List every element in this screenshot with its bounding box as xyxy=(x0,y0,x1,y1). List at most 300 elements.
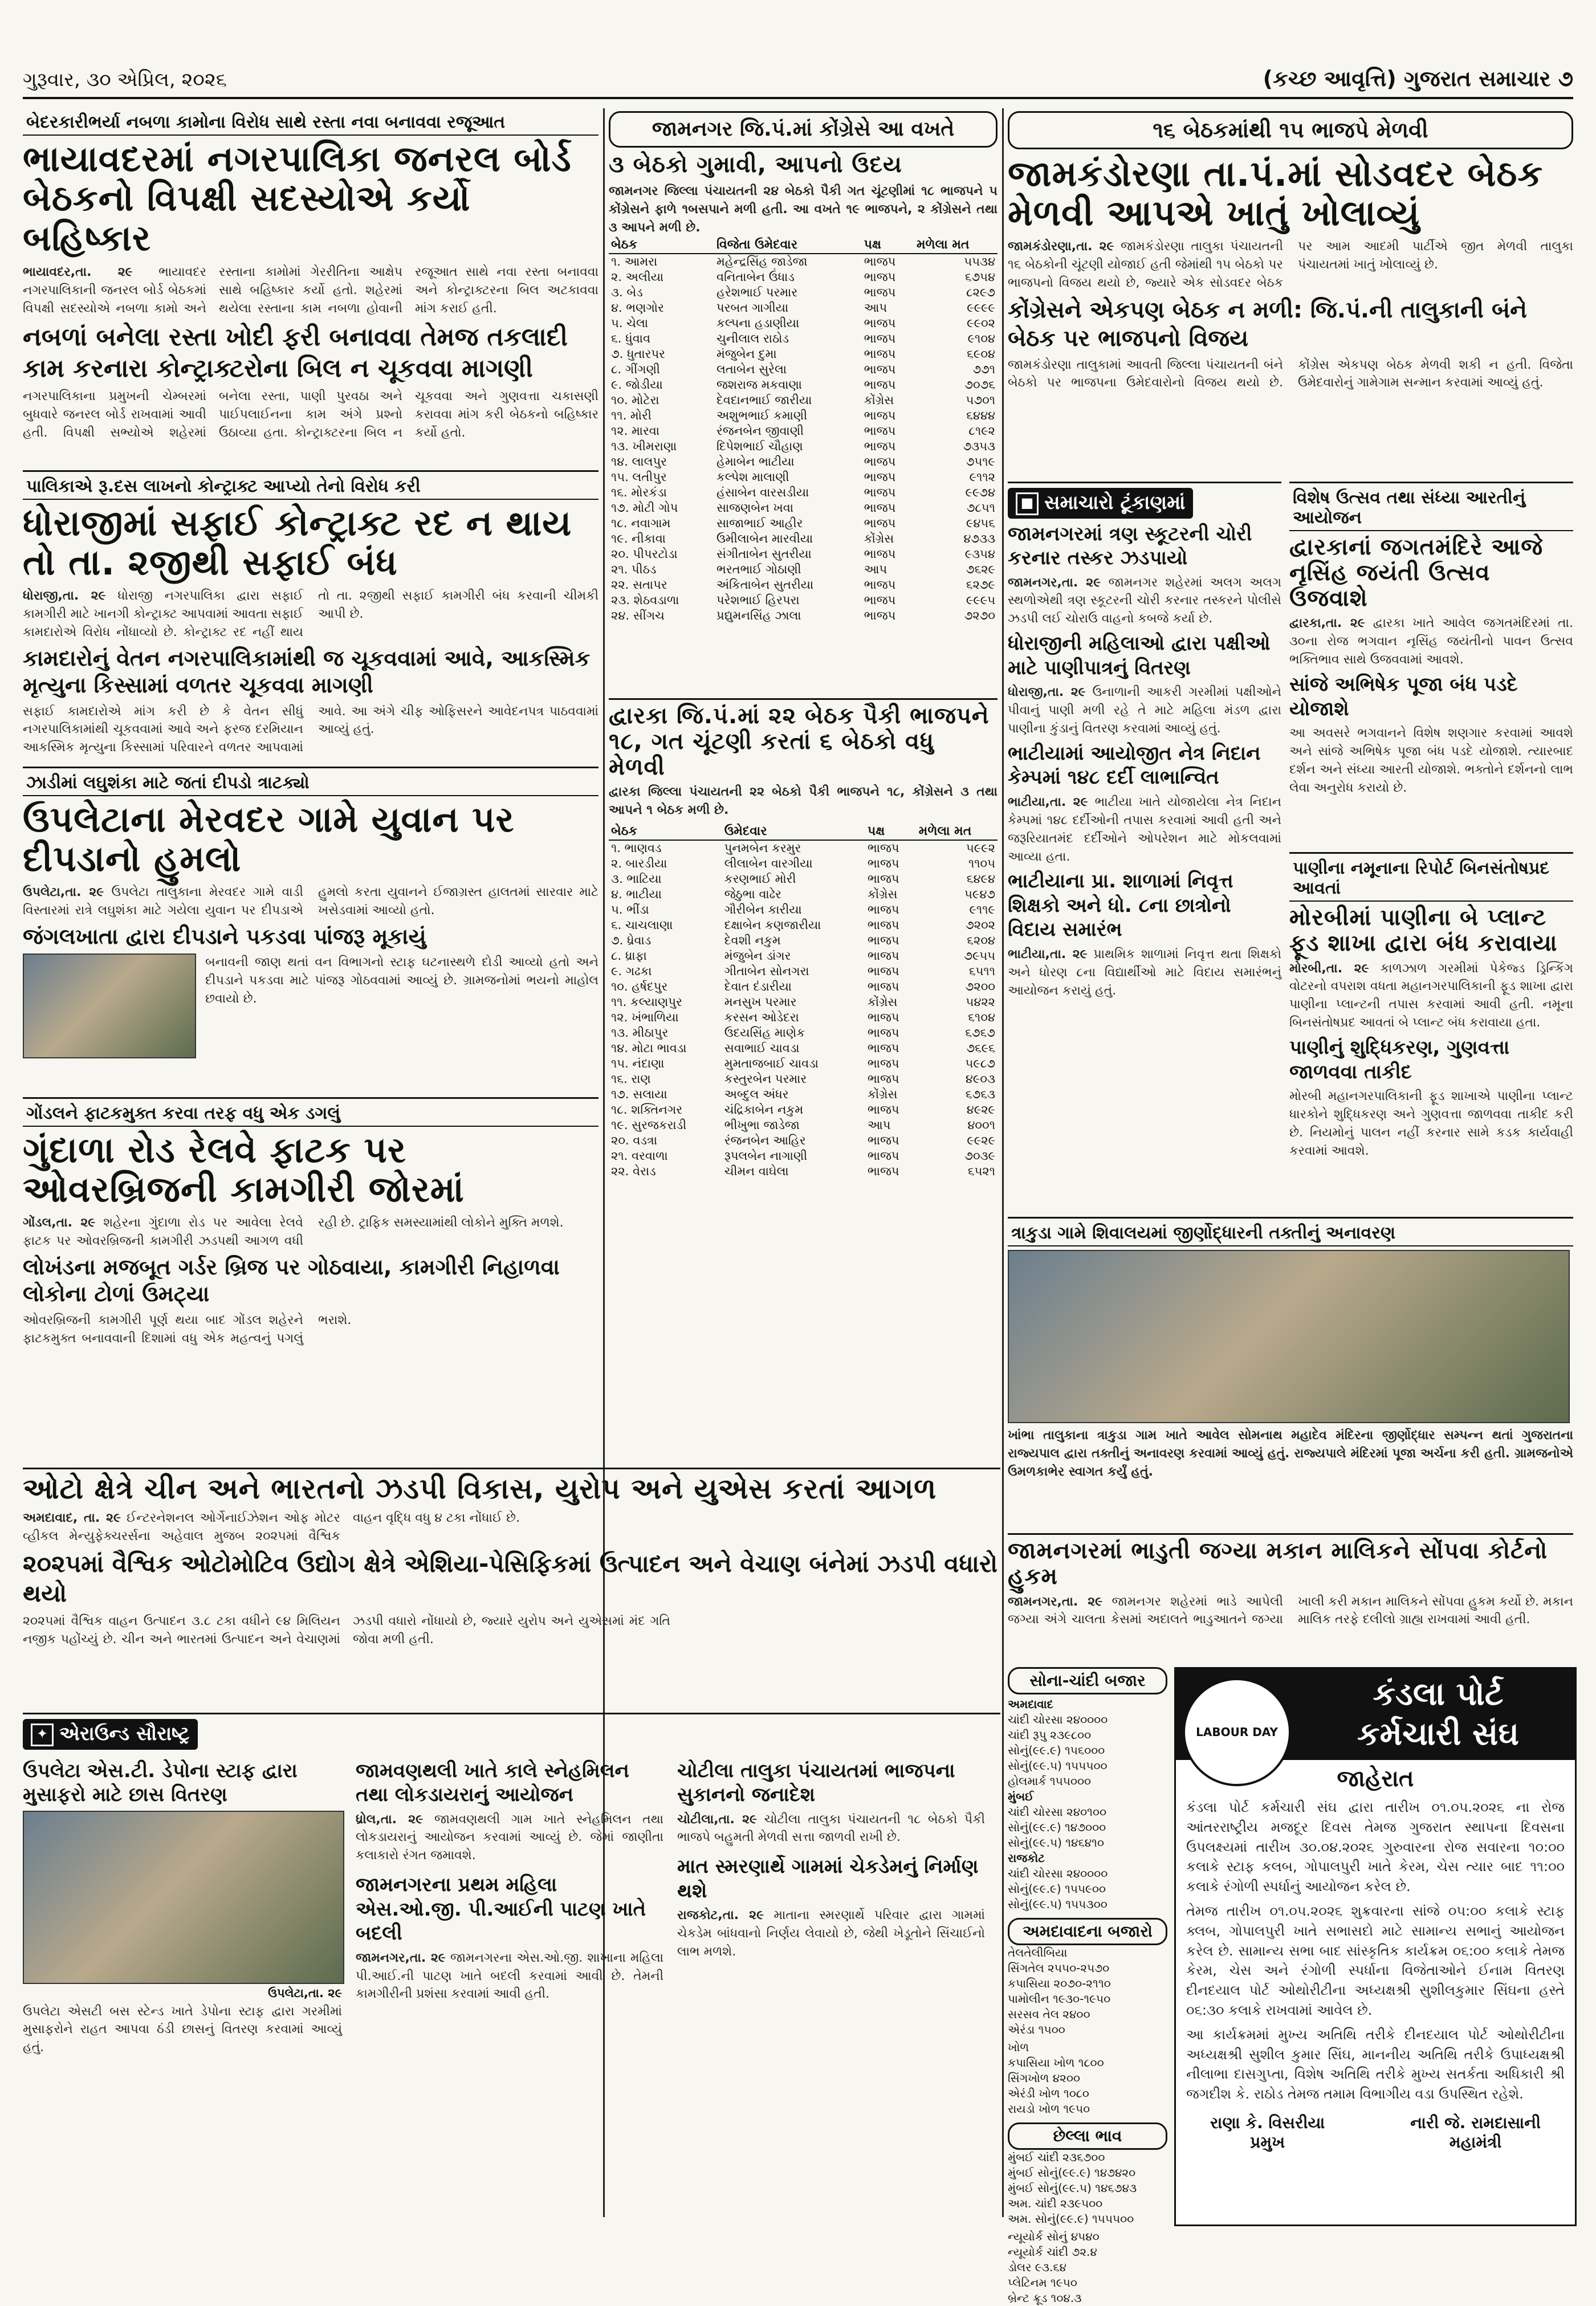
section-banner xyxy=(23,1719,198,1750)
kicker: વિશેષ ઉત્સવ તથા સંધ્યા આરતીનું આયોજન xyxy=(1289,487,1573,531)
brief-body xyxy=(356,1949,663,2004)
dateline: ભાયાવદર,તા. ૨૯ xyxy=(23,265,133,280)
table-cell: ૧૬. મોરકંડા xyxy=(611,486,667,500)
table-cell: ૨૨. સતાપર xyxy=(611,578,667,592)
kicker: ૧૬ બેઠકમાંથી ૧૫ ભાજપે મેળવી xyxy=(1008,111,1573,149)
table-cell: દેવશી નકુમ xyxy=(724,934,781,948)
table-cell: ૨. બારડીયા xyxy=(611,857,667,871)
markets-column xyxy=(1008,1667,1167,2305)
table-cell: ૫. ભીંડા xyxy=(611,903,649,917)
table-cell: ૭૦૭૬ xyxy=(964,378,995,392)
table-cell: ભાજપ xyxy=(868,1041,899,1056)
table-cell: ભાજપ xyxy=(864,270,896,284)
table-header: પક્ષ xyxy=(865,823,917,840)
table-row xyxy=(609,918,997,933)
dateline: ભાટીયા,તા. ૨૯ xyxy=(1008,947,1088,961)
table-cell: ૯૧૧૨ xyxy=(969,470,995,484)
table-cell: દેવાત દંડારીયા xyxy=(724,980,792,994)
market-title: અમદાવાદના બજારો xyxy=(1008,1918,1167,1945)
table-cell: હેમાબેન ભાટીયા xyxy=(716,455,795,469)
market-prices: ખોળ કપાસિયા ખોળ ૧૮૦૦ સિંગખોળ ૪૨૦૦ એરંડી ખોળ ૧૦૮૦ રાયડો ખોળ ૧૯૫૦ xyxy=(1008,2040,1104,2116)
table-header: વિજેતા ઉમેદવાર xyxy=(714,237,862,254)
table-cell: ૨૪. સીંગચ xyxy=(611,609,665,623)
table-row xyxy=(609,470,997,485)
table-cell: ભરતભાઈ ગોઠાણી xyxy=(716,563,801,577)
signatory-name: રાણા કે. વિસરીયા xyxy=(1210,2113,1325,2132)
table-cell: ૯૪૫૬ xyxy=(966,516,995,531)
kicker: પાલિકાએ રૂ.દસ લાખનો કોન્ટ્રાક્ટ આપ્યો તેનો વિરોધ કરી xyxy=(23,475,598,500)
table-header: ઉમેદવાર xyxy=(722,823,865,840)
article-text: નગરપાલિકાના પ્રમુખની ચેમ્બરમાં બુધવારે જનરલ બોર્ડ રાખવામાં આવી હતી. વિપક્ષી સભ્યોએ શહેરમાં બનેલા રસ્તા, પાણી પુરવઠા અને પાઈપલાઈનના કામ અંગે પ્રશ્નો ઉઠાવ્યા હતા. કોન્ટ્રાક્ટરના બિલ ન ચૂકવવા અને ગુણવત્તા ચકાસણી કરાવવા માંગ કરી બેઠકનો બહિષ્કાર કર્યો હતો. xyxy=(23,389,598,440)
table-row xyxy=(609,454,997,470)
table-cell: ૬૫૧૧ xyxy=(968,964,995,979)
table-row xyxy=(609,362,997,377)
table-row xyxy=(609,871,997,887)
table-row xyxy=(609,1025,997,1041)
brief-body xyxy=(1008,793,1281,866)
table-header: બેઠક xyxy=(609,823,722,840)
table-row xyxy=(609,377,997,393)
table-cell: કરસન ઓડેદરા xyxy=(724,1011,799,1025)
article-body xyxy=(23,587,598,642)
notice-text: આ કાર્યક્રમમાં મુખ્ય અતિથિ તરીકે દીનદયાલ પોર્ટ ઓથોરીટીના અધ્યક્ષશ્રી સુશીલ કુમાર સિંઘ, માનનીય અતિથિ તરીકે ઉપાધ્યક્ષશ્રી નીલાભા દાસગુપ્તા, વિશેષ અતિથિ તરીકે મુખ્ય સતર્કતા અધિકારી શ્રી જગદીશ કે. રાઠોડ તેમજ તમામ વિભાગીય વડા ઉપસ્થિત રહેશે. xyxy=(1186,2026,1565,2103)
table-row xyxy=(609,1087,997,1102)
results-table xyxy=(609,237,997,624)
table-row xyxy=(609,608,997,624)
table-cell: ભાજપ xyxy=(864,332,896,346)
table-cell: ૭૮૫૧ xyxy=(966,501,995,515)
table-cell: કોંગ્રેસ xyxy=(868,887,898,902)
subheadline: જંગલખાતા દ્વારા દીપડાને પકડવા પાંજરૂ મૂકાયું xyxy=(23,923,426,949)
table-cell: ૪૦૦૧ xyxy=(967,1118,995,1132)
table-cell: ભાજપ xyxy=(864,593,896,608)
brief-text: માતાના સ્મરણાર્થે પરિવાર દ્વારા ગામમાં ચેકડેમ બાંધવાનો નિર્ણય લેવાયો છે, જેથી ખેડૂતોને સિંચાઈનો લાભ મળશે. xyxy=(677,1908,985,1959)
brief-text: ભાટીયા ખાતે યોજાયેલા નેત્ર નિદાન કેમ્પમાં ૧૪૮ દર્દીઓની તપાસ કરવામાં આવી હતી અને જરૂરિયાતમંદ દર્દીઓને ઓપરેશન માટે મોકલવામાં આવ્યા હતા. xyxy=(1008,795,1281,864)
table-cell: ૯૩૫૪ xyxy=(964,547,995,561)
table-cell: દિપેશભાઈ ચૌહાણ xyxy=(716,439,803,454)
kicker: ઝાડીમાં લઘુશંકા માટે જતાં દીપડો ત્રાટક્યો xyxy=(23,772,598,796)
table-row xyxy=(609,964,997,979)
table-cell: ભાજપ xyxy=(868,1057,899,1071)
table-cell: ભાજપ xyxy=(864,486,896,500)
table-cell: ૯૯૭૪ xyxy=(965,486,995,500)
article-body xyxy=(1289,960,1573,1033)
article-body xyxy=(1008,1593,1573,1629)
table-row xyxy=(609,562,997,577)
table-cell: ગીતાબેન સોનગરા xyxy=(724,964,809,979)
table-cell: ભાજપ xyxy=(868,903,899,917)
headline[interactable]: ગુંદાળા રોડ રેલવે ફાટક પર ઓવરબ્રિજની કામગીરી જોરમાં xyxy=(23,1129,465,1211)
article-text: ઓવરબ્રિજની કામગીરી પૂર્ણ થયા બાદ ગોંડલ શહેરને ફાટકમુક્ત બનાવવાની દિશામાં વધુ એક મહત્વનું પગલું ભરાશે. xyxy=(23,1313,352,1346)
dateline: અમદાવાદ, તા. ૨૯ xyxy=(23,1511,121,1525)
signatory-role: મહામંત્રી xyxy=(1449,2132,1502,2152)
table-cell: ૨. અલીયા xyxy=(611,270,664,284)
table-cell: ૭૨૭૦ xyxy=(964,609,995,623)
table-cell: ભાજપ xyxy=(864,470,896,484)
table-cell: ભાજપ xyxy=(868,918,899,932)
table-cell: ભાજપ xyxy=(868,857,899,871)
dateline: જામનગર,તા. ૨૯ xyxy=(356,1950,446,1965)
table-cell: ભાજપ xyxy=(868,1134,899,1148)
brief-text: ચોટીલા તાલુકા પંચાયતની ૧૮ બેઠકો પૈકી ભાજપે બહુમતી મેળવી સત્તા જાળવી રાખી છે. xyxy=(677,1812,985,1845)
table-cell: ભાજપ xyxy=(864,501,896,515)
column-rule xyxy=(1002,108,1004,2217)
table-cell: ૧૫. નંદાણા xyxy=(611,1057,665,1071)
table-cell: લીલાબેન વારગીયા xyxy=(724,857,813,871)
dwarka-panchayat-results xyxy=(609,698,997,1439)
table-cell: મુમતાજબાઈ ચાવડા xyxy=(724,1057,819,1071)
table-cell: ૫૯૯૨ xyxy=(966,841,995,855)
table-cell: ૬૭૬૩ xyxy=(965,1087,995,1102)
dateline: જામકંડોરણા,તા. ૨૯ xyxy=(1008,239,1114,254)
table-cell: ૮૧૯૨ xyxy=(968,424,995,438)
table-cell: મનસુખ પરમાર xyxy=(724,995,797,1009)
table-cell: ૯૯૯૯ xyxy=(967,301,995,315)
table-cell: ૭૬૯૬ xyxy=(966,1041,995,1056)
article-text: જામકંડોરણા તાલુકામાં આવતી જિલ્લા પંચાયતની બંને બેઠકો પર ભાજપના ઉમેદવારોનો વિજય થયો છે. કોંગ્રેસ એકપણ બેઠક મેળવી શકી ન હતી. વિજેતા ઉમેદવારોનું ગામેગામ સન્માન કરવામાં આવ્યું હતું. xyxy=(1008,357,1573,390)
table-cell: ૨૦. વડત્રા xyxy=(611,1134,657,1148)
table-cell: ૫૯૮૭ xyxy=(965,1057,995,1071)
brief-headline[interactable]: ચોટીલા તાલુકા પંચાયતમાં ભાજપના સુકાનનો જનાદેશ xyxy=(677,1759,955,1806)
table-cell: ભાજપ xyxy=(868,949,899,963)
table-cell: ભાજપ xyxy=(868,934,899,948)
union-title: કંડલા પોર્ટ xyxy=(1373,1676,1504,1713)
table-cell: ૬૭૬૭ xyxy=(965,1026,995,1040)
article-body xyxy=(23,263,598,318)
article-text: દ્વારકા ખાતે આવેલ જગતમંદિરમાં તા. ૩૦ના રોજ ભગવાન નૃસિંહ જયંતીનો પાવન ઉત્સવ ભક્તિભાવ સાથે ઉજવવામાં આવશે. xyxy=(1289,616,1573,667)
table-row xyxy=(609,300,997,316)
table-cell: ભાજપ xyxy=(864,378,896,392)
table-cell: ૮. ગીંગણી xyxy=(611,362,660,377)
article-text: ૨૦૨૫માં વૈશ્વિક વાહન ઉત્પાદન ૩.૮ ટકા વધીને ૯૪ મિલિયન નજીક પહોંચ્યું છે. ચીન અને ભારતમાં ઉત્પાદન અને વેચાણમાં ઝડપી વધારો નોંધાયો છે, જ્યારે યુરોપ અને યુએસમાં મંદ ગતિ જોવા મળી હતી. xyxy=(23,1614,670,1647)
table-row xyxy=(609,593,997,608)
dateline: દ્વારકા,તા. ૨૯ xyxy=(1289,616,1365,631)
table-cell: ૫. ચેલા xyxy=(611,316,648,331)
table-header: મળેલા મત xyxy=(914,237,997,254)
headline[interactable]: મોરબીમાં પાણીના બે પ્લાન્ટ ફૂડ શાખા દ્વારા બંધ કરાવાયા xyxy=(1289,905,1558,956)
table-cell: સંગીતાબેન સુતરીયા xyxy=(716,547,812,561)
headline[interactable]: ધોરાજીમાં સફાઈ કોન્ટ્રાક્ટ રદ ન થાય તો તા. ૨જીથી સફાઈ બંધ xyxy=(23,502,572,584)
brief-text: જામનગરના એસ.ઓ.જી. શાખાના મહિલા પી.આઈ.ની પાટણ ખાતે બદલી કરવામાં આવી છે. તેમની કામગીરીની પ્રશંસા કરવામાં આવી હતી. xyxy=(356,1950,664,2002)
brief-headline[interactable]: ભાટીયાના પ્રા. શાળામાં નિવૃત્ત શિક્ષકો અને ધો. ૮ના છાત્રોનો વિદાય સમારંભ xyxy=(1008,870,1233,942)
table-cell: ભાજપ xyxy=(868,1072,899,1086)
subheadline: નબળાં બનેલા રસ્તા ખોદી ફરી બનાવવા તેમજ તકલાદી કામ કરનારા કોન્ટ્રાક્ટરોના બિલ ન ચૂકવવા માગણી xyxy=(23,322,568,383)
table-cell: ૩. બેડ xyxy=(611,286,643,300)
dateline: ગોંડલ,તા. ૨૯ xyxy=(23,1215,96,1230)
article-text: શહેરના ગુંદાળા રોડ પર આવેલા રેલવે ફાટક પર ઓવરબ્રિજની કામગીરી ઝડપથી આગળ વધી રહી છે. ટ્રાફિક સમસ્યામાંથી લોકોને મુક્તિ મળશે. xyxy=(23,1215,564,1248)
section-banner xyxy=(1008,488,1193,519)
table-cell: ૧૯. નીકાવા xyxy=(611,532,666,546)
table-cell: ભાજપ xyxy=(864,316,896,331)
table-cell: ૧૫. લતીપુર xyxy=(611,470,667,484)
around-saurashtra xyxy=(23,1713,1000,2232)
table-cell: ૫૫૩૪ xyxy=(964,255,995,269)
table-cell: ૪૭૩૩ xyxy=(963,532,995,546)
story-auto-sector xyxy=(23,1468,1000,1712)
table-cell: ૬૨૭૯ xyxy=(966,578,995,592)
brief-body xyxy=(677,1906,985,1961)
brief-headline[interactable]: જામવણથલી ખાતે કાલે સ્નેહમિલન તથા લોકડાયરાનું આયોજન xyxy=(356,1759,629,1806)
dateline: જામનગર,તા. ૨૯ xyxy=(1008,575,1101,590)
article-body xyxy=(1008,238,1573,292)
table-cell: કોંગ્રેસ xyxy=(868,995,898,1009)
headline[interactable]: જામનગરમાં ભાડુતી જગ્યા મકાન માલિકને સોંપવા કોર્ટનો હુકમ xyxy=(1008,1538,1548,1590)
article-text: જામકંડોરણા તાલુકા પંચાયતની ૧૬ બેઠકોની ચૂંટણી યોજાઈ હતી જેમાંથી ૧૫ બેઠકો પર ભાજપનો વિજય થયો છે, જ્યારે એક સોડવદર બેઠક પર આમ આદમી પાર્ટીએ જીત મેળવી તાલુકા પંચાયતમાં ખાતું ખોલાવ્યું છે. xyxy=(1008,239,1573,290)
subheadline: ૨૦૨૫માં વૈશ્વિક ઓટોમોટિવ ઉદ્યોગ ક્ષેત્રે એશિયા-પેસિફિકમાં ઉત્પાદન અને વેચાણ બંનેમાં ઝડપી વધારો થયો xyxy=(23,1549,998,1608)
table-cell: ભાજપ xyxy=(864,439,896,454)
table-cell: ૨૦. પીપરટોડા xyxy=(611,547,678,561)
table-cell: ૯૧૦૪ xyxy=(967,332,995,346)
market-prices: મુંબઈ ચાંદી ૨૩૬૭૦૦ મુંબઈ સોનું(૯૯.૯) ૧૪૭૪૨૦ મુંબઈ સોનું(૯૯.૫) ૧૪૬૭૪૩ અમ. ચાંદી ૨૩૯૫૦૦ અમ. સોનું(૯૯.૯) ૧૫૫૫૦૦ xyxy=(1008,2150,1137,2226)
table-cell: હરેશભાઈ પરમાર xyxy=(716,286,798,300)
table-cell: ૭૩૫૩ xyxy=(963,439,995,454)
signatories xyxy=(1176,2104,1575,2161)
article-text: મોરબી મહાનગરપાલિકાની ફૂડ શાખાએ પાણીના પ્લાન્ટ ધારકોને શુદ્ધિકરણ અને ગુણવત્તા જાળવવા તાકીદ કરી છે. નિયમોનું પાલન નહીં કરનાર સામે કડક કાર્યવાહી કરવામાં આવશે. xyxy=(1289,1089,1573,1158)
table-cell: કોંગ્રેસ xyxy=(864,393,894,408)
table-cell: ભાજપ xyxy=(864,409,896,423)
table-cell: ૧૨. મારવા xyxy=(611,424,660,438)
table-cell: રૂપલબેન નાગાણી xyxy=(724,1149,808,1163)
table-row xyxy=(609,270,997,285)
table-cell: ૧૩. ખીમરાણા xyxy=(611,439,677,454)
story-dhoraji xyxy=(23,470,598,766)
table-row xyxy=(609,485,997,500)
brief-headline[interactable]: જામનગરમાં ત્રણ સ્કૂટરની ચોરી કરનાર તસ્કર ઝડપાયો xyxy=(1008,522,1252,569)
subheadline: કામદારોનું વેતન નગરપાલિકામાંથી જ ચૂકવવામાં આવે, આકસ્મિક મૃત્યુના કિસ્સામાં વળતર ચૂકવવા માગણી xyxy=(23,645,591,698)
table-cell: ભાજપ xyxy=(868,964,899,979)
table-cell: દક્ષાબેન કણજારીયા xyxy=(724,918,821,932)
market-title: સોના-ચાંદી બજાર xyxy=(1008,1667,1167,1694)
table-cell: ૧૦. હર્ષદપુર xyxy=(611,980,668,994)
table-cell: ૧૪. મોટા ભાવડા xyxy=(611,1041,687,1056)
headline[interactable]: દ્વારકા જિ.પં.માં ૨૨ બેઠક પૈકી ભાજપને ૧૮, ગત ચૂંટણી કરતાં ૬ બેઠકો વધુ મેળવી xyxy=(609,703,990,780)
table-cell: ૯૧૧૯ xyxy=(969,903,995,917)
brief-body xyxy=(1008,946,1281,1000)
notice-text: કંડલા પોર્ટ કર્મચારી સંઘ દ્વારા તારીખ ૦૧.૦૫.૨૦૨૬ ના રોજ આંતરરાષ્ટ્રીય મજદૂર દિવસ તેમજ ગુજરાત સ્થાપના દિવસના ઉપલક્ષ્યમાં તારીખ ૩૦.૦૪.૨૦૨૬ ગુરુવારના રોજ સવારના ૧૦:૦૦ કલાકે સ્ટાફ કલબ, ગોપાલપુરી ખાતે કેરમ, ચેસ ત્યાર બાદ ૧૧:૦૦ કલાકે રંગોળી સ્પર્ધાનું આયોજન કરેલ છે. xyxy=(1186,1799,1565,1895)
market-block xyxy=(1008,1697,1167,1912)
table-cell: ૫૭૦૧ xyxy=(966,393,995,408)
table-cell: ૬૪૪૪ xyxy=(966,409,995,423)
table-cell: ઉમીલાબેન મારવીયા xyxy=(716,532,813,546)
table-cell: ૪. ભણગોર xyxy=(611,301,664,315)
article-text: ભાયાવદર નગરપાલિકાની જનરલ બોર્ડ બેઠકમાં વિપક્ષી સદસ્યોએ નબળા કામો અને રસ્તાના કામોમાં ગેરરીતિના આક્ષેપ સાથે બહિષ્કાર કર્યો હતો. શહેરમાં થયેલા રસ્તાના કામ નબળા હોવાની રજૂઆત સાથે નવા રસ્તા બનાવવા અને કોન્ટ્રાક્ટરના બિલ અટકાવવા માંગ કરાઈ હતી. xyxy=(23,265,598,316)
table-cell: ૭૫૧૯ xyxy=(966,455,995,469)
issue-date: ગુરૂવાર, ૩૦ એપ્રિલ, ૨૦૨૬ xyxy=(23,68,227,91)
table-cell: ઉદયસિંહ માણેક xyxy=(724,1026,805,1040)
table-cell: ૬૭૫૪ xyxy=(964,270,995,284)
kicker: ગોંડલને ફાટકમુક્ત કરવા તરફ વધુ એક ડગલું xyxy=(23,1102,598,1127)
table-cell: ૪૯૨૯ xyxy=(966,1103,995,1117)
market-prices: ચાંદી ચોરસા ૨૪૦૦૦૦ સોનું(૯૯.૯) ૧૫૫૯૦૦ સોનું(૯૯.૫) ૧૫૫૩૦૦ xyxy=(1008,1867,1108,1911)
table-cell: પરેશભાઈ હિરપરા xyxy=(716,593,800,608)
table-cell: મંજુબેન ડાંગર xyxy=(724,949,791,963)
table-cell: ૭. ધ્રેવાડ xyxy=(611,934,652,948)
table-cell: જશરાજ મકવાણા xyxy=(716,378,802,392)
union-header xyxy=(1176,1669,1575,1760)
table-cell: ૧૭. સલાયા xyxy=(611,1087,667,1102)
table-cell: અશુભભાઈ કમાણી xyxy=(716,409,808,423)
dateline: મોરબી,તા. ૨૯ xyxy=(1289,961,1369,976)
news-photo xyxy=(23,954,196,1058)
table-cell: ૨૧. વરવાળા xyxy=(611,1149,668,1163)
table-row xyxy=(609,577,997,593)
article-text: બનાવની જાણ થતાં વન વિભાગનો સ્ટાફ ઘટનાસ્થળે દોડી આવ્યો હતો અને દીપડાને પકડવા માટે પાંજરૂ ગોઠવવામાં આવ્યું છે. ગ્રામજનોમાં ભયનો માહોલ છવાયો છે. xyxy=(205,955,598,1006)
table-cell: ૬૪૯૪ xyxy=(966,872,995,886)
table-cell: ૬૧૦૪ xyxy=(968,1011,995,1025)
table-cell: ૭૨૦૨ xyxy=(966,918,995,932)
brief-text: જામવણથલી ગામ ખાતે સ્નેહમિલન તથા લોકડાયરાનું આયોજન કરવામાં આવ્યું છે. જેમાં જાણીતા કલાકારો રંગત જમાવશે. xyxy=(356,1812,663,1863)
article-text: જામનગર શહેરમાં ભાડે આપેલી જગ્યા અંગે ચાલતા કેસમાં અદાલતે ભાડુઆતને જગ્યા ખાલી કરી મકાન માલિકને સોંપવા હુકમ કર્યો છે. મકાન માલિક તરફે દલીલો ગ્રાહ્ય રાખવામાં આવી હતી. xyxy=(1008,1594,1573,1627)
brief-headline[interactable]: ધોરાજીની મહિલાઓ દ્વારા પક્ષીઓ માટે પાણીપાત્રનું વિતરણ xyxy=(1008,632,1271,679)
table-cell: ૧૧. મોરી xyxy=(611,409,652,423)
headline[interactable]: ૩ બેઠકો ગુમાવી, આપનો ઉદય xyxy=(609,152,902,178)
dateline: ભાટીયા,તા. ૨૯ xyxy=(1008,795,1088,809)
brief-body xyxy=(677,1811,985,1847)
table-row xyxy=(609,423,997,439)
table-row xyxy=(609,331,997,347)
table-row xyxy=(609,902,997,918)
market-prices: ચાંદી ચોરસા ૨૪૦૦૦૦ ચાંદી રૂપુ ૨૩૯૮૦૦ સોનું(૯૯.૯) ૧૫૬૦૦૦ સોનું(૯૯.૫) ૧૫૫૫૦૦ હોલમાર્ક ૧૫૫૦૦૦ xyxy=(1008,1713,1108,1788)
table-cell: ભાજપ xyxy=(864,362,896,377)
table-cell: સાજાભાઈ આહીર xyxy=(716,516,803,531)
headline[interactable]: ઓટો ક્ષેત્રે ચીન અને ભારતનો ઝડપી વિકાસ, યુરોપ અને યુએસ કરતાં આગળ xyxy=(23,1472,937,1505)
table-cell: અબ્દુલ અંધર xyxy=(724,1087,789,1102)
photo-caption: ઉપલેટા,તા. ૨૯ xyxy=(268,1986,342,2000)
table-cell: ભાજપ xyxy=(864,578,896,592)
table-row xyxy=(609,995,997,1010)
table-cell: કસ્તુરબેન પરમાર xyxy=(724,1072,807,1086)
table-cell: ભાજપ xyxy=(868,1026,899,1040)
table-cell: પ્રદ્યુમનસિંહ ઝાલા xyxy=(716,609,801,623)
table-cell: ૧૮. નવાગામ xyxy=(611,516,671,531)
market-title: છેલ્લા ભાવ xyxy=(1008,2122,1167,2150)
table-cell: ૧૦. મોટેરા xyxy=(611,393,659,408)
table-row xyxy=(609,347,997,362)
table-cell: ૧૯. સુરજકરાડી xyxy=(611,1118,687,1132)
table-cell: ૬. ચાચલાણા xyxy=(611,918,673,932)
table-cell: ભાજપ xyxy=(868,1011,899,1025)
table-row xyxy=(609,408,997,423)
table-cell: ૧૭. મોટી ગોપ xyxy=(611,501,678,515)
results-intro: જામનગર જિલ્લા પંચાયતની ૨૪ બેઠકો પૈકી ગત ચૂંટણીમાં ૧૮ ભાજપને ૫ કોંગ્રેસને ફાળે ૧બસપાને મળી હતી. આ વખતે ૧૯ ભાજપને, ૨ કોંગ્રેસને તથા ૩ આપને મળી છે. xyxy=(609,184,997,235)
subheadline: લોખંડના મજબૂત ગર્ડર બ્રિજ પર ગોઠવાયા, કામગીરી નિહાળવા લોકોના ટોળાં ઉમટ્યા xyxy=(23,1254,560,1307)
table-cell: ૪૯૦૩ xyxy=(965,1072,995,1086)
news-photo xyxy=(1008,1250,1570,1423)
brief-headline[interactable]: જામનગરના પ્રથમ મહિલા એસ.ઓ.જી. પી.આઈની પાટણ ખાતે બદલી xyxy=(356,1873,646,1945)
table-row xyxy=(609,1164,997,1179)
story-trakuda xyxy=(1008,1217,1573,1533)
table-cell: કોંગ્રેસ xyxy=(868,1087,898,1102)
table-cell: ભાજપ xyxy=(864,347,896,361)
table-cell: પુનમબેન કરમુર xyxy=(724,841,801,855)
market-prices: તેલતેલીબિયા સિંગતેલ ૨૫૫૦-૨૫૭૦ કપાસિયા ૨૦૭૦-૨૧૧૦ પામોલીન ૧૯૩૦-૧૯૫૦ સરસવ તેલ ૨૪૦૦ એરંડા ૧૫૦૦ xyxy=(1008,1946,1111,2036)
article-text: ધોરાજી નગરપાલિકા દ્વારા સફાઈ કામગીરી માટે ખાનગી કોન્ટ્રાક્ટ આપવામાં આવતા સફાઈ કામદારોએ વિરોધ નોંધાવ્યો છે. કોન્ટ્રાક્ટ રદ નહીં થાય તો તા. ૨જીથી સફાઈ કામગીરી બંધ કરવાની ચીમકી આપી છે. xyxy=(23,588,598,639)
market-prices: ન્યૂયોર્ક સોનું ૪૫૪૦ ન્યૂયોર્ક ચાંદી ૭૨.૪ ડોલર ૯૩.૬૪ પ્લેટિનમ ૧૯૫૦ બ્રેન્ટ ક્રૂડ ૧૦૪.૩ xyxy=(1008,2230,1100,2305)
dateline: ચોટીલા,તા. ૨૯ xyxy=(677,1812,758,1827)
article-body xyxy=(23,883,598,920)
table-cell: ભાજપ xyxy=(868,1149,899,1163)
article-text: આ અવસરે ભગવાનને વિશેષ શણગાર કરવામાં આવશે અને સાંજે અભિષેક પૂજા બંધ પડદે યોજાશે. ત્યારબાદ દર્શન અને સંધ્યા આરતી યોજાશે. ભક્તોને દર્શનનો લાભ લેવા અનુરોધ કરાયો છે. xyxy=(1289,726,1573,795)
headline[interactable]: જામકંડોરણા તા.પં.માં સોડવદર બેઠક મેળવી આપએ ખાતું ખોલાવ્યું xyxy=(1008,153,1544,234)
headline[interactable]: દ્વારકાનાં જગતમંદિરે આજે નૃસિંહ જયંતી ઉત્સવ ઉજવાશે xyxy=(1289,534,1544,612)
table-cell: ૭. ધુતારપર xyxy=(611,347,665,361)
signatory-name: નારી જે. રામદાસાની xyxy=(1410,2113,1541,2132)
subheadline: કોંગ્રેસને એકપણ બેઠક ન મળી: જિ.પં.ની તાલુકાની બંને બેઠક પર ભાજપનો વિજય xyxy=(1008,296,1527,352)
brief-headline[interactable]: ભાટીયામાં આયોજીત નેત્ર નિદાન કેમ્પમાં ૧૪૮ દર્દી લાભાન્વિત xyxy=(1008,741,1261,789)
table-cell: હંસાબેન વારસડીયા xyxy=(716,486,809,500)
brief-text: પ્રાથમિક શાળામાં નિવૃત્ત થતા શિક્ષકો અને ધોરણ ૮ના વિદ્યાર્થીઓ માટે વિદાય સમારંભનું આયોજન કરાયું હતું. xyxy=(1008,947,1281,998)
table-cell: પરબત ગાગીયા xyxy=(716,301,789,315)
table-cell: ૫૯૪૭ xyxy=(964,887,995,902)
table-cell: ૧૧. કલ્યાણપુર xyxy=(611,995,682,1009)
article-text: ઉપલેટા તાલુકાના મેરવદર ગામે વાડી વિસ્તારમાં રાત્રે લઘુશંકા માટે ગયેલા યુવાન પર દીપડાએ હુમલો કરતા યુવાનને ઈજાગ્રસ્ત હાલતમાં સારવાર માટે ખસેડવામાં આવ્યો હતો. xyxy=(23,885,598,918)
news-photo xyxy=(23,1811,344,1984)
brief-body xyxy=(1008,683,1281,738)
table-cell: ચીમન વાઘેલા xyxy=(724,1164,789,1179)
table-row xyxy=(609,1071,997,1087)
table-cell: ૪. ભાટીયા xyxy=(611,887,662,902)
article-body xyxy=(1289,614,1573,669)
brief-headline[interactable]: માત સ્મરણાર્થે ગામમાં ચેકડેમનું નિર્માણ થશે xyxy=(677,1855,979,1902)
jamnagar-panchayat-results xyxy=(609,111,997,692)
table-cell: કલ્પેશ માલાણી xyxy=(716,470,789,484)
table-cell: ૨૩. શેઠવડાળા xyxy=(611,593,679,608)
table-cell: ૨૨. વેરાડ xyxy=(611,1164,656,1179)
photo-caption: ખાંભા તાલુકાના ત્રાકુડા ગામ ખાતે આવેલ સોમનાથ મહાદેવ મંદિરના જીર્ણોદ્ધાર સમ્પન્ન થતાં ગુજરાતના રાજ્યપાલ દ્વારા તક્તીનું અનાવરણ કરવામાં આવ્યું હતું. રાજ્યપાલે મંદિરમાં પૂજા અર્ચના કરી હતી. ગ્રામજનોએ ઉમળકાભેર સ્વાગત કર્યું હતું. xyxy=(1008,1428,1573,1479)
story-jamkandorna xyxy=(1008,111,1573,476)
headline[interactable]: ઉપલેટાના મેરવદર ગામે યુવાન પર દીપડાનો હુમલો xyxy=(23,798,515,880)
results-table xyxy=(609,823,997,1179)
table-header: પક્ષ xyxy=(862,237,914,254)
table-cell: ૯૯૨૯ xyxy=(967,1134,995,1148)
table-row xyxy=(609,500,997,516)
story-gondal-bridge xyxy=(23,1097,598,1467)
kicker: પાણીના નમૂનાના રિપોર્ટ બિનસંતોષપ્રદ આવતાં xyxy=(1289,857,1573,902)
edition-label: (કચ્છ આવૃત્તિ) ગુજરાત સમાચાર ૭ xyxy=(1263,66,1573,91)
table-row xyxy=(609,254,997,270)
brief-headline[interactable]: ઉપલેટા એસ.ટી. ડેપોના સ્ટાફ દ્વારા મુસાફરો માટે છાસ વિતરણ xyxy=(23,1759,298,1806)
story-upleta-leopard xyxy=(23,767,598,1097)
table-cell: ભાજપ xyxy=(868,872,899,886)
table-cell: કલ્પના હડાણીયા xyxy=(716,316,800,331)
table-header: બેઠક xyxy=(609,237,714,254)
kicker: બેદરકારીભર્યા નબળા કામોના વિરોધ સાથે રસ્તા નવા બનાવવા રજૂઆત xyxy=(23,111,598,136)
table-row xyxy=(609,1118,997,1133)
article-text: સફાઈ કામદારોએ માંગ કરી છે કે વેતન સીધું નગરપાલિકામાંથી ચૂકવવામાં આવે અને ફરજ દરમિયાન આકસ્મિક મૃત્યુના કિસ્સામાં પરિવારને વળતર આપવામાં આવે. આ અંગે ચીફ ઓફિસરને આવેદનપત્ર પાઠવવામાં આવ્યું હતું. xyxy=(23,704,598,755)
story-jamnagar-court xyxy=(1008,1533,1573,1664)
table-row xyxy=(609,531,997,547)
table-cell: ભાજપ xyxy=(864,516,896,531)
headline[interactable]: ભાયાવદરમાં નગરપાલિકા જનરલ બોર્ડ બેઠકનો વિપક્ષી સદસ્યોએ કર્યો બહિષ્કાર xyxy=(23,138,572,259)
kicker: ત્રાકુડા ગામે શિવાલયમાં જીર્ણોદ્ધારની તક્તીનું અનાવરણ xyxy=(1008,1222,1573,1246)
brief-text: ઉનાળાની આકરી ગરમીમાં પક્ષીઓને પીવાનું પાણી મળી રહે તે માટે મહિલા મંડળ દ્વારા પાણીના કુંડાનું વિતરણ કરવામાં આવ્યું હતું. xyxy=(1008,685,1281,736)
brief-body xyxy=(1008,574,1281,629)
dateline: ધોરાજી,તા. ૨૯ xyxy=(1008,685,1086,700)
table-cell: ૭૬૨૯ xyxy=(966,563,995,577)
table-cell: ૧૬. રાણ xyxy=(611,1072,651,1086)
table-cell: ભાજપ xyxy=(868,841,899,855)
market-city: મુંબઈ xyxy=(1008,1790,1034,1803)
table-cell: રંજનબેન આહિર xyxy=(724,1134,806,1148)
dateline: ઉપલેટા,તા. ૨૯ xyxy=(23,885,104,899)
subheadline: પાણીનું શુદ્ધિકરણ, ગુણવત્તા જાળવવા તાકીદ xyxy=(1289,1036,1510,1083)
table-cell: ૨૧. પીઠડ xyxy=(611,563,657,577)
table-cell: ૧૩. મીઠાપુર xyxy=(611,1026,669,1040)
table-cell: અંકિતાબેન સુતરીયા xyxy=(716,578,814,592)
table-cell: સાજણબેન ખવા xyxy=(716,501,794,515)
table-cell: ૭૯૫૫ xyxy=(964,949,995,963)
table-cell: ૭૦૩૯ xyxy=(964,1149,995,1163)
